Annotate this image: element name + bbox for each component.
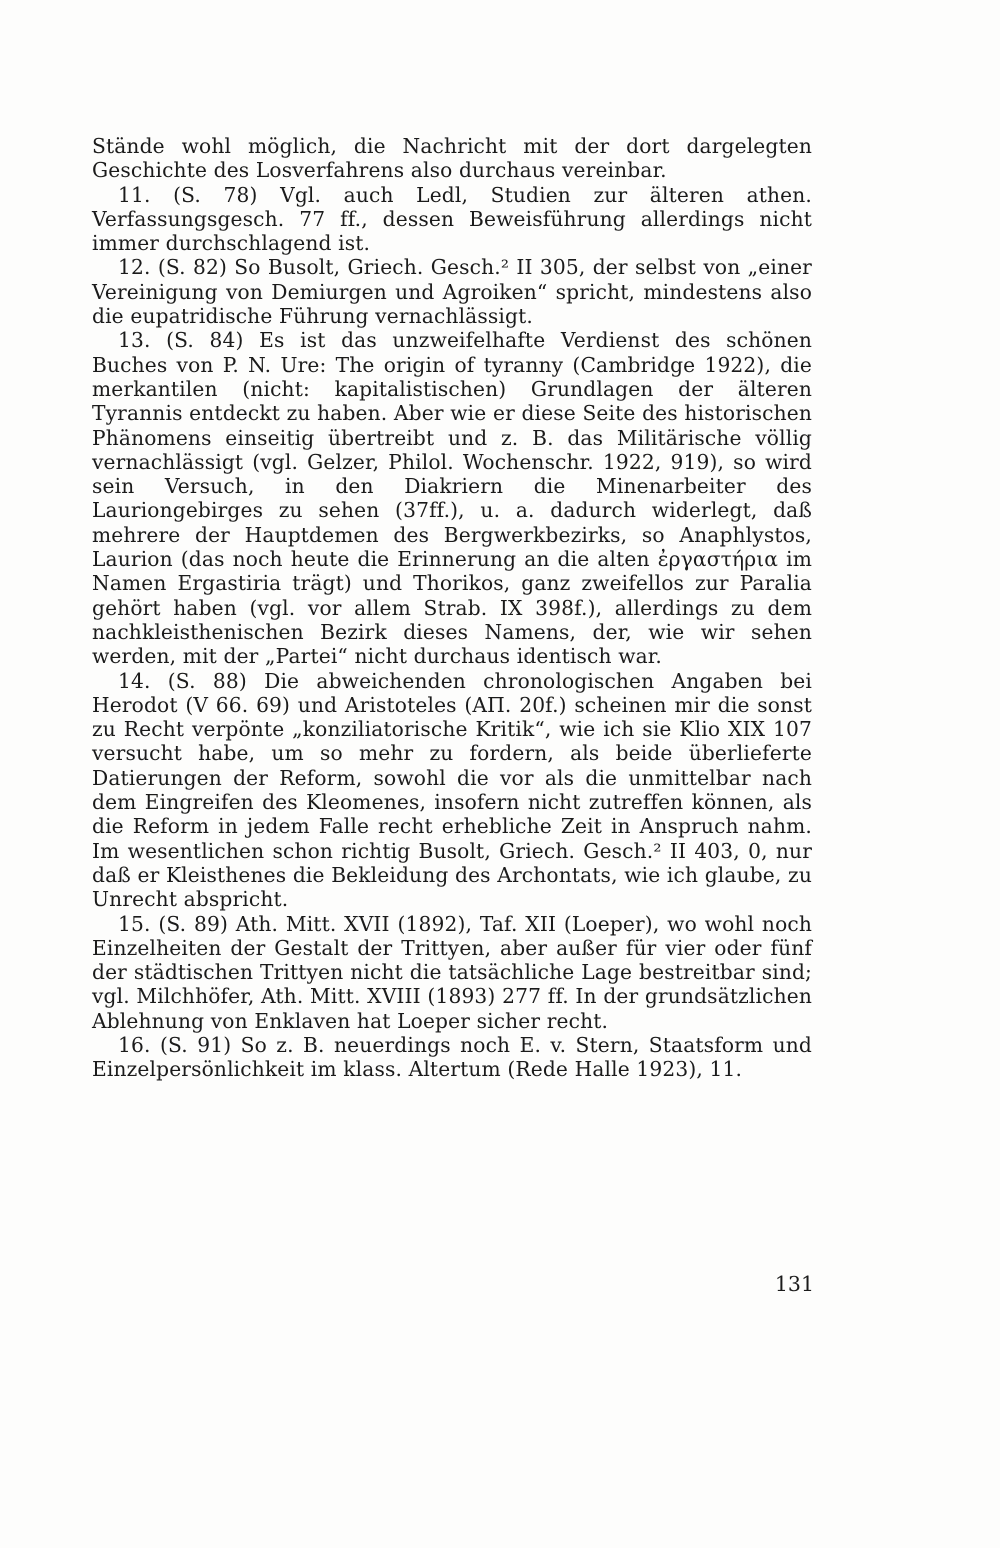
note-16: 16. (S. 91) So z. B. neuerdings noch E. v. Stern, Staatsform und Einzelpersönlichkeit im klass. Altertum (Rede Halle 1923), 11. bbox=[92, 1032, 812, 1082]
notes-text-block bbox=[92, 134, 812, 1082]
note-13: 13. (S. 84) Es ist das unzweifelhafte Verdienst des schönen Buches von P. N. Ure: The origin of tyranny (Cambridge 1922), die merkantilen (nicht: kapitalistischen) Grundlagen der älteren Tyrannis entdeckt zu haben. Aber wie er diese Seite des historischen Phänomens einseitig übertreibt und z. B. das Militärische völlig vernachlässigt (vgl. Gelzer, Philol. Wochenschr. 1922, 919), so wird sein Versuch, in den Diakriern die Minenarbeiter des Lauriongebirges zu sehen (37ff.), u. a. dadurch widerlegt, daß mehrere der Hauptdemen des Bergwerkbezirks, so Anaphlystos, Laurion (das noch heute die Erinnerung an die alten ἐργαστήρια im Namen Ergastiria trägt) und Thorikos, ganz zweifellos zur Paralia gehört haben (vgl. vor allem Strab. IX 398f.), allerdings zu dem nachkleisthenischen Bezirk dieses Namens, der, wie wir sehen werden, mit der „Partei“ nicht durchaus identisch war. bbox=[92, 328, 812, 669]
note-12: 12. (S. 82) So Busolt, Griech. Gesch.² II 305, der selbst von „einer Vereinigung von Demiurgen und Agroiken“ spricht, mindestens also die eupatridische Führung vernachlässigt. bbox=[92, 255, 812, 329]
page-number: 131 bbox=[774, 1272, 814, 1296]
note-14: 14. (S. 88) Die abweichenden chronologischen Angaben bei Herodot (V 66. 69) und Aristoteles (ΑΠ. 20f.) scheinen mir die sonst zu Recht verpönte „konziliatorische Kritik“, wie ich sie Klio XIX 107 versucht habe, um so mehr zu fordern, als beide überlieferte Datierungen der Reform, sowohl die vor als die unmittelbar nach dem Eingreifen des Kleomenes, insofern nicht zutreffen können, als die Reform in jedem Falle recht erhebliche Zeit in Anspruch nahm. Im wesentlichen schon richtig Busolt, Griech. Gesch.² II 403, 0, nur daß er Kleisthenes die Bekleidung des Archontats, wie ich glaube, zu Unrecht abspricht. bbox=[92, 668, 812, 912]
note-15: 15. (S. 89) Ath. Mitt. XVII (1892), Taf. XII (Loeper), wo wohl noch Einzelheiten der Gestalt der Trittyen, aber außer für vier oder fünf der städtischen Trittyen nicht die tatsächliche Lage bestreitbar sind; vgl. Milchhöfer, Ath. Mitt. XVIII (1893) 277 ff. In der grundsätzlichen Ablehnung von Enklaven hat Loeper sicher recht. bbox=[92, 911, 812, 1033]
note-11: 11. (S. 78) Vgl. auch Ledl, Studien zur älteren athen. Verfassungsgesch. 77 ff., dessen Beweisführung allerdings nicht immer durchschlagend ist. bbox=[92, 182, 812, 256]
paragraph-continuation: Stände wohl möglich, die Nachricht mit der dort dargelegten Geschichte des Losverfahrens also durchaus vereinbar. bbox=[92, 134, 812, 183]
